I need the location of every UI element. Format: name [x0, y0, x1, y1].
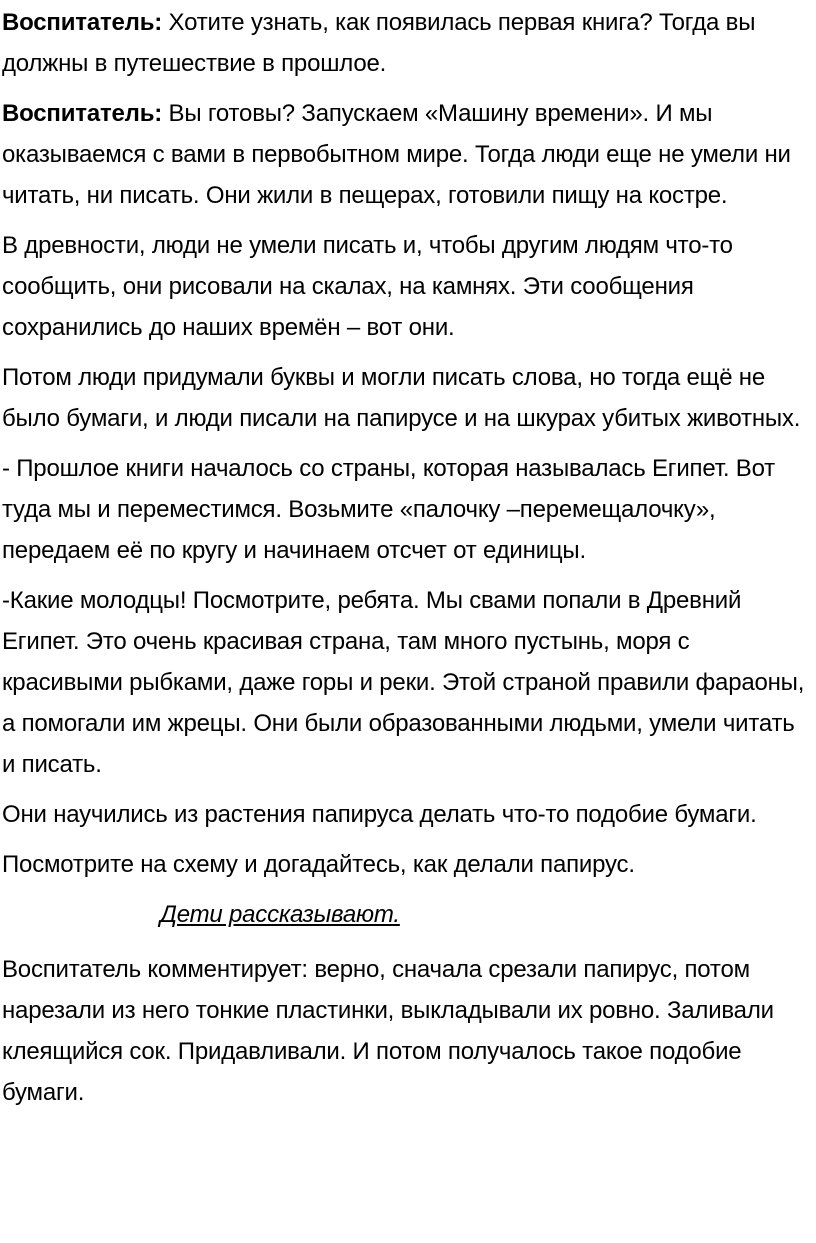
- paragraph-10: Воспитатель комментирует: верно, сначала срезали папирус, потом нарезали из него тонкие пластинки, выкладывали их ровно. Заливали клеящийся сок. Придавливали. И потом получалось такое подобие бумаги.: [2, 956, 774, 1106]
- paragraph-3: В древности, люди не умели писать и, чтобы другим людям что-то сообщить, они рисовали на скалах, на камнях. Эти сообщения сохранились до наших времён – вот они.: [2, 232, 733, 341]
- paragraph-text: Вы готовы? Запускаем «Машину времени». И мы оказываемся с вами в первобытном мире. Тогда люди еще не умели ни читать, ни писать. Они жили в пещерах, готовили пищу на костре.: [2, 100, 791, 209]
- speaker-label: Воспитатель:: [2, 100, 163, 127]
- paragraph-text: Хотите узнать, как появилась первая книга? Тогда вы должны в путешествие в прошлое.: [2, 9, 756, 77]
- paragraph-2: [2, 93, 810, 216]
- speaker-label: Воспитатель:: [2, 9, 163, 36]
- paragraph-7: Они научились из растения папируса делать что-то подобие бумаги.: [2, 801, 757, 828]
- paragraph-8: Посмотрите на схему и догадайтесь, как делали папирус.: [2, 851, 635, 878]
- paragraph-6: -Какие молодцы! Посмотрите, ребята. Мы свами попали в Древний Египет. Это очень красивая страна, там много пустынь, моря с красивыми рыбками, даже горы и реки. Этой страной правили фараоны, а помогали им жрецы. Они были образованными людьми, умели читать и писать.: [2, 587, 805, 778]
- paragraph-1: [2, 2, 810, 84]
- children-tell-line: Дети рассказывают.: [160, 901, 400, 928]
- paragraph-4: Потом люди придумали буквы и могли писать слова, но тогда ещё не было бумаги, и люди писали на папирусе и на шкурах убитых животных.: [2, 364, 801, 432]
- paragraph-5: - Прошлое книги началось со страны, которая называлась Египет. Вот туда мы и переместимся. Возьмите «палочку –перемещалочку», передаем её по кругу и начинаем отсчет от единицы.: [2, 455, 775, 564]
